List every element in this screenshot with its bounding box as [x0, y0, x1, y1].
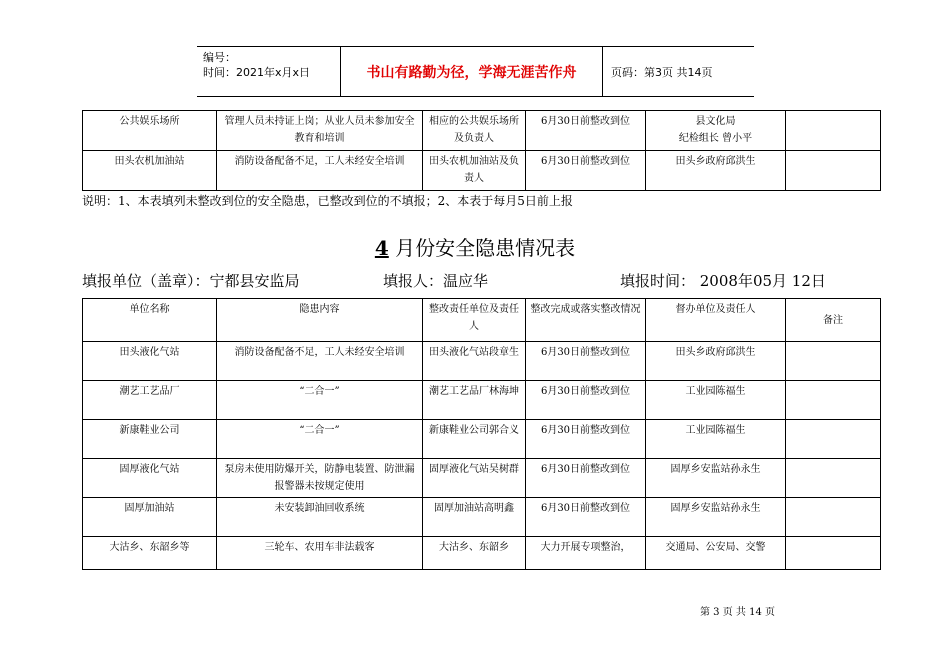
supervisor-cell: 固厚乡安监站孙永生	[646, 459, 786, 498]
hazard-cell: 消防设备配备不足，工人未经安全培训	[217, 151, 423, 191]
remarks-cell	[786, 342, 881, 381]
rectification-cell: 6月30日前整改到位	[526, 151, 646, 191]
table-row	[83, 420, 881, 459]
page-title	[0, 232, 950, 261]
report-unit: 填报单位（盖章）：宁都县安监局	[82, 272, 300, 290]
column-header: 备注	[786, 299, 881, 342]
table-row	[83, 459, 881, 498]
responsible-cell: 大沽乡、东韶乡	[423, 537, 526, 570]
rectification-cell: 大力开展专项整治，	[526, 537, 646, 570]
rectification-cell: 6月30日前整改到位	[526, 342, 646, 381]
title-month: 4	[374, 236, 389, 260]
column-header: 单位名称	[83, 299, 217, 342]
hazard-table-previous	[82, 110, 881, 191]
page-label: 页码：第3页 共14页	[611, 65, 713, 79]
slogan: 书山有路勤为径，学海无涯苦作舟	[341, 47, 603, 96]
page-header	[197, 46, 754, 97]
column-header: 隐患内容	[217, 299, 423, 342]
supervisor-cell: 田头乡政府邱洪生	[646, 151, 786, 191]
table-row	[83, 151, 881, 191]
supervisor-cell: 工业园陈福生	[646, 420, 786, 459]
rectification-cell: 6月30日前整改到位	[526, 459, 646, 498]
hazard-cell: 消防设备配备不足，工人未经安全培训	[217, 342, 423, 381]
table-row	[83, 342, 881, 381]
rectification-cell: 6月30日前整改到位	[526, 111, 646, 151]
unit-name-cell: 新康鞋业公司	[83, 420, 217, 459]
responsible-cell: 相应的公共娱乐场所及负责人	[423, 111, 526, 151]
title-text: 月份安全隐患情况表	[395, 236, 576, 260]
remarks-cell	[786, 537, 881, 570]
remarks-cell	[786, 498, 881, 537]
remarks-cell	[786, 151, 881, 191]
header-meta	[197, 47, 341, 96]
number-label: 编号：	[203, 51, 236, 64]
page-footer: 第 3 页 共 14 页	[700, 607, 775, 618]
note-text: 说明：1、本表填列未整改到位的安全隐患，已整改到位的不填报；2、本表于每月5日前上报	[82, 194, 573, 208]
hazard-cell: “二合一”	[217, 381, 423, 420]
remarks-cell	[786, 111, 881, 151]
table-header-row	[83, 299, 881, 342]
hazard-cell: 未安装卸油回收系统	[217, 498, 423, 537]
supervisor-cell: 县文化局 纪检组长 曾小平	[646, 111, 786, 151]
unit-name-cell: 固厚加油站	[83, 498, 217, 537]
responsible-cell: 固厚加油站高明鑫	[423, 498, 526, 537]
rectification-cell: 6月30日前整改到位	[526, 498, 646, 537]
responsible-cell: 新康鞋业公司郭合义	[423, 420, 526, 459]
hazard-cell: “二合一”	[217, 420, 423, 459]
remarks-cell	[786, 459, 881, 498]
remarks-cell	[786, 420, 881, 459]
hazard-cell: 管理人员未持证上岗；从业人员未参加安全教育和培训	[217, 111, 423, 151]
supervisor-cell: 交通局、公安局、交警	[646, 537, 786, 570]
responsible-cell: 田头农机加油站及负责人	[423, 151, 526, 191]
unit-name-cell: 田头液化气站	[83, 342, 217, 381]
report-person: 填报人：温应华	[383, 272, 489, 290]
column-header: 整改责任单位及责任人	[423, 299, 526, 342]
table-row	[83, 381, 881, 420]
responsible-cell: 田头液化气站段章生	[423, 342, 526, 381]
column-header: 督办单位及责任人	[646, 299, 786, 342]
table-row	[83, 498, 881, 537]
unit-name-cell: 固厚液化气站	[83, 459, 217, 498]
column-header: 整改完成或落实整改情况	[526, 299, 646, 342]
time-label: 时间：2021年x月x日	[203, 66, 311, 79]
supervisor-cell: 田头乡政府邱洪生	[646, 342, 786, 381]
unit-name-cell: 公共娱乐场所	[83, 111, 217, 151]
table-row	[83, 537, 881, 570]
unit-name-cell: 潮艺工艺品厂	[83, 381, 217, 420]
unit-name-cell: 田头农机加油站	[83, 151, 217, 191]
hazard-cell: 泵房未使用防爆开关，防静电装置、防泄漏报警器未按规定使用	[217, 459, 423, 498]
report-date: 填报时间： 2008年05月 12日	[620, 272, 826, 290]
supervisor-cell: 固厚乡安监站孙永生	[646, 498, 786, 537]
table-row	[83, 111, 881, 151]
responsible-cell: 潮艺工艺品厂林海坤	[423, 381, 526, 420]
unit-name-cell: 大沽乡、东韶乡等	[83, 537, 217, 570]
rectification-cell: 6月30日前整改到位	[526, 381, 646, 420]
supervisor-cell: 工业园陈福生	[646, 381, 786, 420]
responsible-cell: 固厚液化气站吴树群	[423, 459, 526, 498]
hazard-cell: 三轮车、农用车非法载客	[217, 537, 423, 570]
hazard-table	[82, 298, 881, 570]
remarks-cell	[786, 381, 881, 420]
rectification-cell: 6月30日前整改到位	[526, 420, 646, 459]
